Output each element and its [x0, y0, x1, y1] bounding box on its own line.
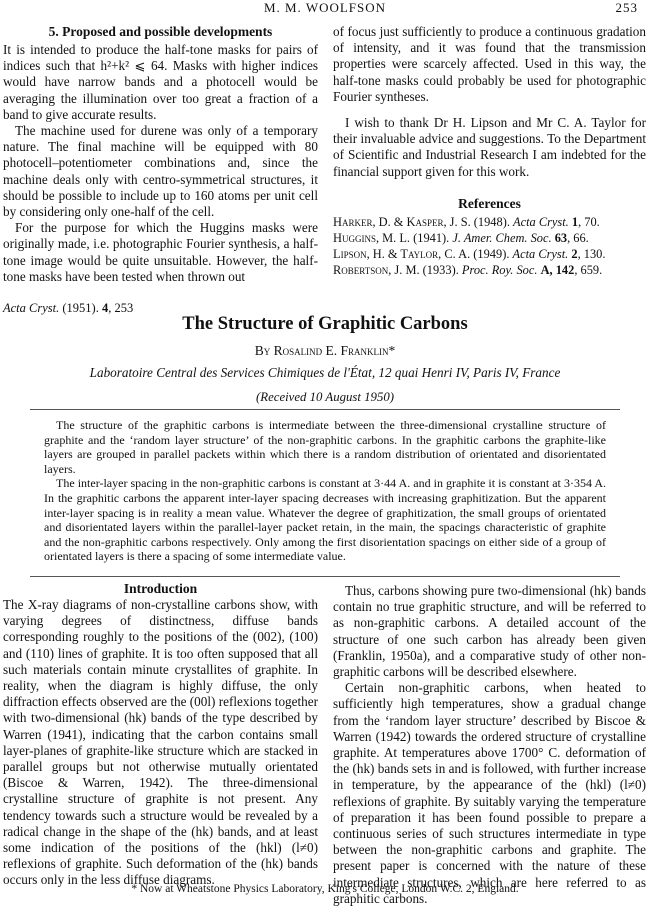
prev-article-right-column	[333, 24, 646, 180]
references-heading: References	[458, 196, 521, 211]
ref-volume: 63	[554, 231, 568, 245]
byline-prefix: By	[254, 343, 274, 358]
introduction-heading: Introduction	[123, 581, 198, 596]
citation-page: , 253	[108, 301, 134, 315]
acknowledgement: I wish to thank Dr H. Lipson and Mr C. A. Taylor for their invaluable advice and suggestions. To the Department of Scientific and Industrial Research I am indebted for the financial support given for this work.	[333, 115, 646, 179]
abstract	[44, 418, 606, 564]
ref-year: (1948).	[470, 215, 514, 229]
ref-page: , 130.	[577, 247, 606, 261]
citation-volume: 4	[101, 301, 109, 315]
ref-journal: Proc. Roy. Soc.	[461, 263, 538, 277]
paragraph: The X-ray diagrams of non-crystalline carbons show, with varying degrees of distinctness, diffuse bands corresponding roughly to the positions of the (002), (100) and (110) lines of graphite. It is too often supposed that all such materials contain minute crystallites of graphite. In reality, when the diagram is highly diffuse, the only diffraction effects observed are the (00l) reflexions together with two-dimensional (hk) bands of the type described by Warren (1941), indicating that the carbon contains small layer-planes of graphite-like structure which are stacked in parallel groups but not otherwise mutually orientated (Biscoe & Warren, 1942). The three-dimensional crystalline structure of graphite is not present. Any tendency towards such a structure would be revealed by a radical change in the shape of the (hk) bands, and at least some indication of the positions of the (hkl) (l≠0) reflexions of graphite. Such deformation of the (hk) bands occurs only in the less diffuse diagrams.	[3, 597, 318, 888]
article-title: The Structure of Graphitic Carbons	[182, 314, 468, 334]
reference-item	[333, 214, 648, 230]
ref-journal: Acta Cryst.	[513, 215, 569, 229]
ref-authors: Lipson, H. & Taylor, C. A.	[333, 247, 471, 261]
ref-volume: 2	[571, 247, 578, 261]
paragraph: It is intended to produce the half-tone masks for pairs of indices such that h²+k² ⩽ 64. Masks with higher indices would have narrow bands and a photocell would be averaging the illumination over too great a fraction of a band to give accurate results.	[3, 42, 318, 122]
byline	[0, 343, 650, 359]
introduction-right-column	[333, 583, 646, 907]
footnote: * Now at Wheatstone Physics Laboratory, King's College, London W.C. 2, England.	[131, 883, 519, 895]
ref-page: , 66.	[567, 231, 589, 245]
ref-volume: A, 142	[540, 263, 575, 277]
abstract-paragraph: The structure of the graphitic carbons is intermediate between the three-dimensional crystalline structure of graphite and the ‘random layer structure’ of the non-graphitic carbons. In the graphitic carbons the graphite-like layers are grouped in parallel packets within which there is a random distribution of orientated and disorientated layers.	[44, 418, 606, 476]
running-header-author: M. M. WOOLFSON	[263, 0, 387, 15]
ref-page: , 659.	[574, 263, 603, 277]
reference-item	[333, 262, 648, 278]
ref-authors: Huggins, M. L.	[333, 231, 411, 245]
citation-journal: Acta Cryst.	[3, 301, 60, 315]
paragraph: For the purpose for which the Huggins masks were originally made, i.e. photographic Fourier synthesis, a half-tone image would be quite unsuitable. However, the half-tone masks have been tested when thrown out	[3, 220, 318, 284]
ref-authors: Harker, D. & Kasper, J. S.	[333, 215, 471, 229]
citation-year: (1951).	[59, 301, 102, 315]
ref-authors: Robertson, J. M.	[333, 263, 420, 277]
ref-year: (1933).	[419, 263, 462, 277]
section-heading: 5. Proposed and possible developments	[48, 24, 273, 39]
author-name: Rosalind E. Franklin*	[273, 343, 396, 358]
prev-article-left-column	[3, 24, 318, 285]
abstract-bottom-rule	[30, 576, 620, 577]
ref-year: (1949).	[470, 247, 513, 261]
reference-item	[333, 246, 648, 262]
paragraph: Thus, carbons showing pure two-dimensional (hk) bands contain no true graphitic structure, and will be referred to as non-graphitic carbons. A detailed account of the structure of one such carbon has already been given (Franklin, 1950a), and a comparative study of other non-graphitic carbons will be described elsewhere.	[333, 583, 646, 680]
ref-volume: 1	[571, 215, 579, 229]
received-date: (Received 10 August 1950)	[256, 390, 394, 404]
ref-journal: J. Amer. Chem. Soc.	[452, 231, 552, 245]
abstract-paragraph: The inter-layer spacing in the non-graphitic carbons is constant at 3·44 A. and in graphite it is constant at 3·354 A. In the graphitic carbons the apparent inter-layer spacing decreases with increasing graphitization. But the apparent inter-layer spacing is in reality a mean value. Whatever the degree of graphitization, the small groups of orientated and disorientated layers within the parallel-layer packet retain, in the main, the spacings characteristic of graphite and the non-graphitic carbons respectively. Only among the first disorientation spacings on either side of a group of orientated layers is there a spacing of some intermediate value.	[44, 476, 606, 564]
introduction-left-column	[3, 597, 318, 889]
ref-page: , 70.	[578, 215, 600, 229]
page-number: 253	[615, 0, 638, 15]
ref-journal: Acta Cryst.	[512, 247, 569, 261]
paragraph: Certain non-graphitic carbons, when heated to sufficiently high temperatures, show a gradual change from the ‘random layer structure’ described by Biscoe & Warren (1942) towards the ordered structure of crystalline graphite. At temperatures above 1700° C. deformation of the (hk) bands sets in and is followed, with further increase in temperature, by the appearance of the (hkl) (l≠0) reflexions of graphite. By suitably varying the temperature of preparation it has been found possible to prepare a continuous series of such structures intermediate in type between the non-graphitic carbons and graphite. The present paper is concerned with the nature of these intermediate structures, which are here referred to as graphitic carbons.	[333, 680, 646, 906]
paragraph: The machine used for durene was only of a temporary nature. The final machine will be equipped with 80 photocell–potentiometer combinations and, since the machine deals only with centro-symmetrical structures, it should be possible to include up to 160 atoms per unit cell by considering only one-half of the cell.	[3, 123, 318, 220]
paragraph: of focus just sufficiently to produce a continuous gradation of intensity, and it was found that the transmission properties were scarcely affected. Used in this way, the half-tone masks could probably be used for photographic Fourier syntheses.	[333, 24, 646, 104]
ref-year: (1941).	[410, 231, 453, 245]
references-list	[333, 214, 648, 278]
abstract-top-rule	[30, 409, 620, 410]
reference-item	[333, 230, 648, 246]
affiliation: Laboratoire Central des Services Chimiques de l'État, 12 quai Henri IV, Paris IV, France	[89, 365, 561, 380]
